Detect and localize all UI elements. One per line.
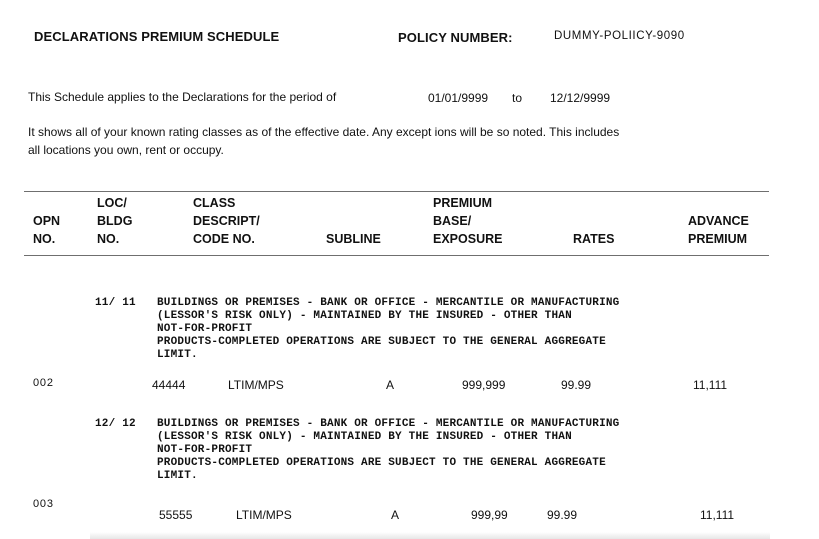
period-to-label: to [512,91,523,105]
row-exposure: 999,99 [471,508,508,522]
column-header-loc-bldg-no: LOC/ BLDG NO. [97,196,133,246]
row-rates: 99.99 [561,378,592,392]
row-subline: A [386,378,395,392]
row-opn-no: 002 [33,377,54,389]
row-class-code: 55555 [159,508,193,522]
period-to-date: 12/12/9999 [550,91,611,105]
row-loc-bldg: 11/ 11 [95,297,136,309]
column-header-subline: SUBLINE [326,232,381,246]
page-cutoff-edge [90,532,770,539]
row-class-code: 44444 [152,378,186,392]
column-header-premium-base: PREMIUM BASE/ EXPOSURE [433,196,503,246]
row-advance-premium: 11,111 [693,378,728,392]
row-exposure: 999,999 [462,378,506,392]
table-header-bottom-rule [24,255,769,256]
period-text: This Schedule applies to the Declarations for the period of [28,90,337,104]
note-line-1: It shows all of your known rating classes as of the effective date. Any except ions will be so noted. This includes [28,125,620,139]
row-class-description: BUILDINGS OR PREMISES - BANK OR OFFICE - MERCANTILE OR MANUFACTURING (LESSOR'S RISK ONLY) - MAINTAINED BY THE INSURED - OTHER THAN NOT-FOR-PROFIT PRODUCTS-COMPLETED OPERATIONS ARE SUBJECT TO THE GENERAL AGGREGATE LIMIT. [157,297,620,361]
note-line-2: all locations you own, rent or occupy. [28,143,224,157]
row-class-description: BUILDINGS OR PREMISES - BANK OR OFFICE - MERCANTILE OR MANUFACTURING (LESSOR'S RISK ONLY) - MAINTAINED BY THE INSURED - OTHER THAN NOT-FOR-PROFIT PRODUCTS-COMPLETED OPERATIONS ARE SUBJECT TO THE GENERAL AGGREGATE LIMIT. [157,418,620,482]
column-header-class-code: CLASS DESCRIPT/ CODE NO. [193,196,260,246]
row-advance-premium: 11,111 [700,508,735,522]
row-coverage-type: LTIM/MPS [228,378,284,392]
row-coverage-type: LTIM/MPS [236,508,292,522]
row-opn-no: 003 [33,498,54,510]
policy-number-label: POLICY NUMBER: [398,30,513,45]
row-rates: 99.99 [547,508,578,522]
period-from-date: 01/01/9999 [428,91,489,105]
document-title: DECLARATIONS PREMIUM SCHEDULE [34,29,280,44]
column-header-advance-premium: ADVANCE PREMIUM [688,214,749,246]
row-loc-bldg: 12/ 12 [95,418,136,430]
row-subline: A [391,508,400,522]
column-header-opn-no: OPN NO. [33,214,61,246]
column-header-rates: RATES [573,232,615,246]
table-header-top-rule [24,191,769,192]
policy-number-value: DUMMY-POLIICY-9090 [554,30,685,42]
